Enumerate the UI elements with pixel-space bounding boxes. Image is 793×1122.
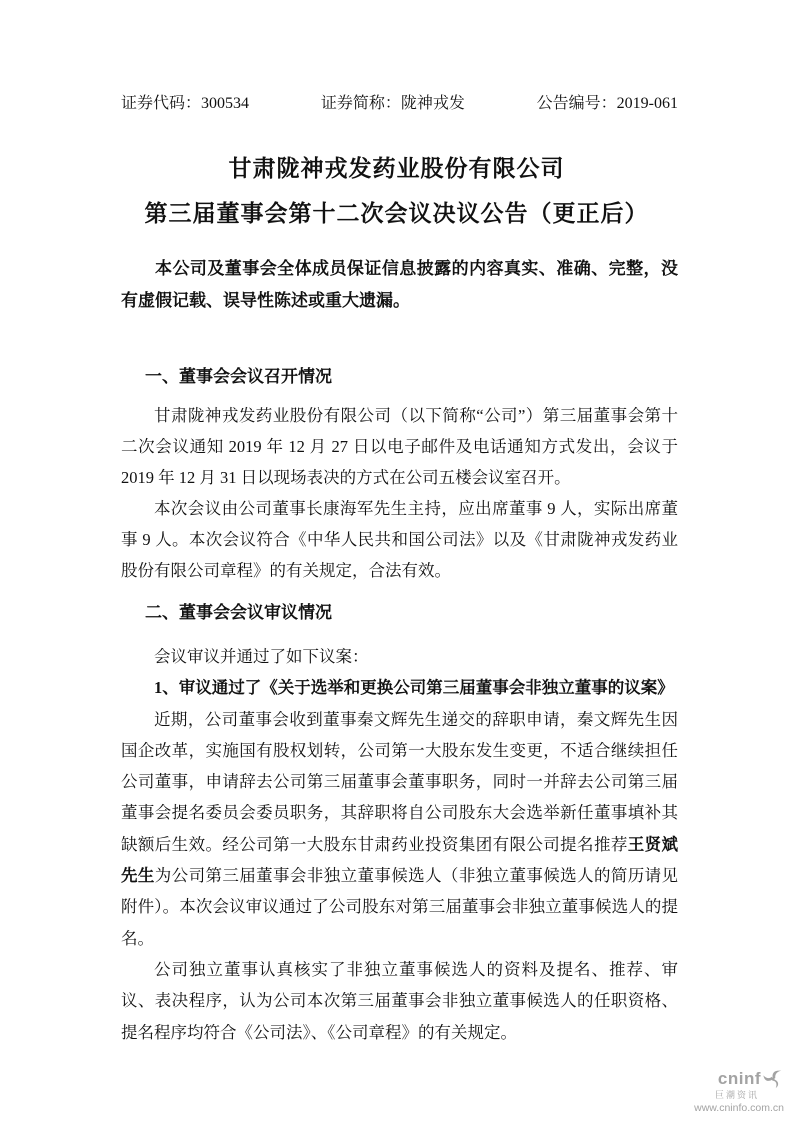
candidate-name: 王贤斌先生	[121, 834, 678, 886]
cninfo-url: www.cninfo.com.cn	[694, 1101, 784, 1114]
cninfo-cn-label: 巨潮资讯	[714, 1090, 759, 1100]
nomination-text: 为公司第三届董事会非独立董事候选人（非独立董事候选人的简历请见附件）。本次会议审议通过了公司股东对第三届董事会非独立董事候选人的提名。	[121, 866, 678, 948]
swirl-icon	[762, 1068, 784, 1090]
meeting-attendance-paragraph: 本次会议由公司董事长康海军先生主持，应出席董事 9 人，实际出席董事 9 人。本次会议符合《中华人民共和国公司法》以及《甘肃陇神戎发药业股份有限公司章程》的有关规定，合法有效。	[121, 499, 678, 580]
announcement-number: 公告编号：2019-061	[536, 95, 678, 112]
doc-title-line-2: 第三届董事会第十二次会议决议公告（更正后）	[144, 201, 649, 226]
resolution-item-1-paragraph-1	[121, 704, 678, 954]
cninfo-logo-row	[718, 1068, 784, 1090]
cninfo-logo-text: cninf	[717, 1068, 761, 1088]
section-1-paragraph-1	[121, 400, 678, 493]
resolution-item-1-title: 1、审议通过了《关于选举和更换公司第三届董事会非独立董事的议案》	[154, 678, 674, 698]
doc-header-row	[121, 90, 678, 113]
resolution-item-1-paragraph-2: 公司独立董事认真核实了非独立董事候选人的资料及提名、推荐、审议、表决程序，认为公司本次第三届董事会非独立董事候选人的任职资格、提名程序均符合《公司法》、《公司章程》的有关规定。	[121, 959, 678, 1042]
section-1-paragraph-2	[121, 493, 678, 586]
disclosure-statement: 本公司及董事会全体成员保证信息披露的内容真实、准确、完整，没有虚假记载、误导性陈述或重大遗漏。	[121, 259, 678, 310]
cninfo-watermark	[694, 1068, 784, 1114]
resignation-text: 近期，公司董事会收到董事秦文辉先生递交的辞职申请，秦文辉先生因国企改革，实施国有股权划转，公司第一大股东发生变更，不适合继续担任公司董事，申请辞去公司第三届董事会董事职务，同时一并辞去公司第三届董事会提名委员会委员职务，其辞职将自公司股东大会选举新任董事填补其缺额后生效。经公司第一大股东甘肃药业投资集团有限公司提名推荐	[121, 709, 678, 854]
doc-title-line-1: 甘肃陇神戎发药业股份有限公司	[228, 156, 565, 181]
meeting-notice-paragraph: 甘肃陇神戎发药业股份有限公司（以下简称“公司”）第三届董事会第十二次会议通知 2019 年 12 月 27 日以电子邮件及电话通知方式发出，会议于 2019 年 12 月 31 日以现场表决的方式在公司五楼会议室召开。	[121, 406, 678, 487]
stock-name: 证券简称：陇神戎发	[320, 95, 465, 112]
stock-code: 证券代码：300534	[121, 95, 250, 112]
section-2-body	[121, 641, 678, 1048]
resolution-intro: 会议审议并通过了如下议案：	[154, 647, 369, 666]
section-1-heading: 一、董事会会议召开情况	[145, 367, 332, 386]
section-2-heading: 二、董事会会议审议情况	[145, 603, 332, 622]
